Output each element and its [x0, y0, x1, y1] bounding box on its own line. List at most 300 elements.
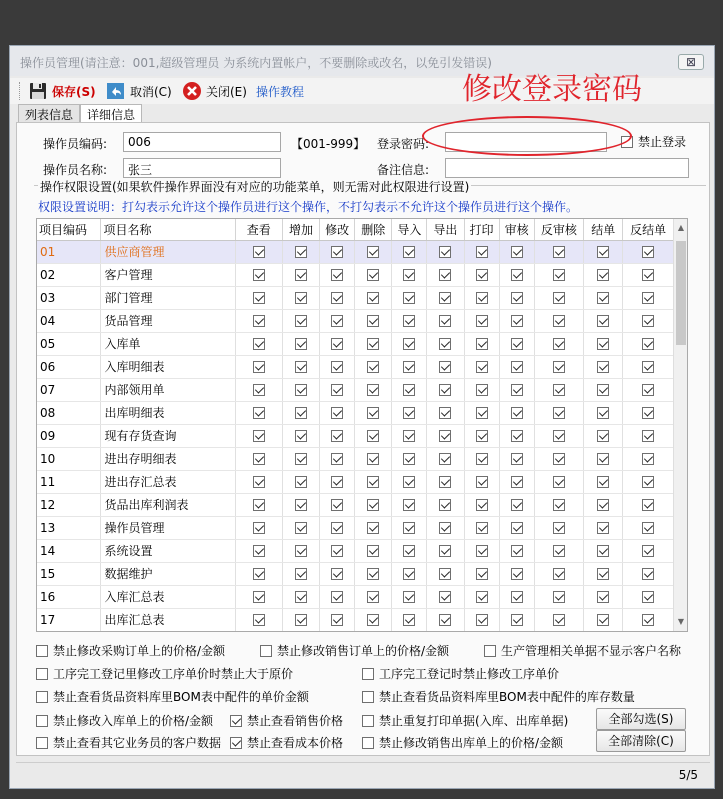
permission-checkbox[interactable]	[403, 407, 415, 419]
permission-cell	[427, 447, 464, 470]
permission-checkbox[interactable]	[642, 361, 654, 373]
permission-checkbox[interactable]	[253, 246, 265, 258]
permission-checkbox[interactable]	[439, 246, 451, 258]
permission-checkbox[interactable]	[331, 315, 343, 327]
permission-checkbox[interactable]	[331, 499, 343, 511]
permission-checkbox[interactable]	[642, 338, 654, 350]
permission-cell	[355, 401, 392, 424]
permission-checkbox[interactable]	[331, 269, 343, 281]
row-name: 客户管理	[101, 263, 235, 286]
permission-checkbox[interactable]	[511, 568, 523, 580]
permission-checkbox[interactable]	[367, 315, 379, 327]
permission-cell	[235, 309, 282, 332]
permission-checkbox[interactable]	[295, 476, 307, 488]
permission-checkbox[interactable]	[439, 453, 451, 465]
permission-checkbox[interactable]	[553, 476, 565, 488]
permission-checkbox[interactable]	[331, 545, 343, 557]
permission-checkbox[interactable]	[439, 476, 451, 488]
table-row[interactable]	[37, 286, 674, 309]
permission-checkbox[interactable]	[367, 476, 379, 488]
permission-checkbox[interactable]	[367, 269, 379, 281]
permission-checkbox[interactable]	[403, 453, 415, 465]
permission-checkbox[interactable]	[439, 384, 451, 396]
row-code: 16	[37, 585, 101, 608]
permission-checkbox[interactable]	[553, 407, 565, 419]
remark-field[interactable]	[445, 158, 689, 178]
permission-cell	[235, 516, 282, 539]
table-row[interactable]	[37, 470, 674, 493]
permission-checkbox[interactable]	[253, 591, 265, 603]
option-7-box	[362, 691, 374, 703]
permission-checkbox[interactable]	[331, 568, 343, 580]
permission-cell	[235, 447, 282, 470]
option-2[interactable]	[260, 642, 449, 659]
option-10[interactable]	[362, 712, 568, 729]
select-all-button[interactable]: 全部勾选(S)	[596, 708, 686, 730]
permission-checkbox[interactable]	[367, 361, 379, 373]
permission-checkbox[interactable]	[553, 545, 565, 557]
permission-checkbox[interactable]	[295, 591, 307, 603]
permission-checkbox[interactable]	[403, 384, 415, 396]
permission-checkbox[interactable]	[476, 430, 488, 442]
clear-all-button[interactable]: 全部清除(C)	[596, 730, 686, 752]
permission-checkbox[interactable]	[253, 568, 265, 580]
table-row[interactable]	[37, 263, 674, 286]
grid-header-cell: 项目名称	[101, 219, 235, 240]
permission-cell	[464, 309, 499, 332]
permission-checkbox[interactable]	[597, 522, 609, 534]
option-4-label: 工序完工登记里修改工序单价时禁止大于原价	[53, 667, 294, 681]
option-2-box	[260, 645, 272, 657]
permission-checkbox[interactable]	[439, 545, 451, 557]
permission-cell	[623, 585, 674, 608]
permission-cell	[464, 539, 499, 562]
permission-checkbox[interactable]	[511, 361, 523, 373]
permission-checkbox[interactable]	[253, 384, 265, 396]
table-row[interactable]	[37, 401, 674, 424]
permission-cell	[355, 516, 392, 539]
permission-checkbox[interactable]	[331, 614, 343, 626]
permission-checkbox[interactable]	[253, 476, 265, 488]
permission-checkbox[interactable]	[253, 315, 265, 327]
permission-checkbox[interactable]	[367, 568, 379, 580]
table-row[interactable]	[37, 332, 674, 355]
permission-checkbox[interactable]	[403, 246, 415, 258]
permission-checkbox[interactable]	[511, 269, 523, 281]
permission-cell	[584, 539, 623, 562]
permission-checkbox[interactable]	[642, 292, 654, 304]
permission-checkbox[interactable]	[553, 430, 565, 442]
permission-checkbox[interactable]	[331, 430, 343, 442]
save-label: 保存(S)	[52, 84, 96, 99]
permission-cell	[283, 355, 320, 378]
permission-cell	[392, 378, 427, 401]
permission-checkbox[interactable]	[476, 522, 488, 534]
permission-checkbox[interactable]	[253, 499, 265, 511]
option-9-box	[230, 715, 242, 727]
scroll-thumb[interactable]	[676, 241, 686, 345]
permission-checkbox[interactable]	[642, 407, 654, 419]
table-row[interactable]	[37, 447, 674, 470]
permission-checkbox[interactable]	[295, 338, 307, 350]
permission-checkbox[interactable]	[403, 315, 415, 327]
permission-checkbox[interactable]	[511, 614, 523, 626]
permission-checkbox[interactable]	[403, 430, 415, 442]
permission-checkbox[interactable]	[367, 453, 379, 465]
permission-checkbox[interactable]	[642, 545, 654, 557]
option-3[interactable]	[484, 642, 681, 659]
table-row[interactable]	[37, 585, 674, 608]
table-row[interactable]	[37, 378, 674, 401]
permission-checkbox[interactable]	[597, 384, 609, 396]
permission-cell	[464, 470, 499, 493]
permission-checkbox[interactable]	[511, 453, 523, 465]
permission-checkbox[interactable]	[511, 591, 523, 603]
permission-checkbox[interactable]	[295, 384, 307, 396]
permission-checkbox[interactable]	[403, 545, 415, 557]
permission-cell	[427, 240, 464, 263]
permission-checkbox[interactable]	[295, 545, 307, 557]
option-1[interactable]	[36, 642, 225, 659]
permission-checkbox[interactable]	[403, 499, 415, 511]
permission-checkbox[interactable]	[295, 269, 307, 281]
permission-checkbox[interactable]	[511, 545, 523, 557]
permission-cell	[235, 585, 282, 608]
permission-cell	[584, 424, 623, 447]
permission-cell	[584, 355, 623, 378]
permission-checkbox[interactable]	[331, 292, 343, 304]
permission-checkbox[interactable]	[367, 292, 379, 304]
save-button[interactable]	[28, 80, 96, 102]
floppy-disk-icon	[28, 81, 48, 101]
permission-checkbox[interactable]	[476, 568, 488, 580]
permission-cell	[427, 562, 464, 585]
table-row[interactable]	[37, 562, 674, 585]
permission-checkbox[interactable]	[597, 269, 609, 281]
permission-checkbox[interactable]	[511, 315, 523, 327]
option-2-label: 禁止修改销售订单上的价格/金额	[277, 644, 450, 658]
permission-cell	[499, 309, 534, 332]
permission-checkbox[interactable]	[642, 568, 654, 580]
permission-checkbox[interactable]	[295, 568, 307, 580]
permission-checkbox[interactable]	[597, 361, 609, 373]
permission-checkbox[interactable]	[511, 522, 523, 534]
table-row[interactable]	[37, 493, 674, 516]
cancel-button[interactable]	[106, 80, 172, 102]
permission-checkbox[interactable]	[403, 269, 415, 281]
permission-checkbox[interactable]	[367, 545, 379, 557]
name-field[interactable]: 张三	[123, 158, 281, 178]
option-8[interactable]	[36, 712, 213, 729]
permission-checkbox[interactable]	[439, 361, 451, 373]
permission-checkbox[interactable]	[642, 522, 654, 534]
permission-checkbox[interactable]	[253, 269, 265, 281]
permission-cell	[623, 401, 674, 424]
permission-cell	[584, 562, 623, 585]
permission-checkbox[interactable]	[439, 430, 451, 442]
permission-checkbox[interactable]	[553, 591, 565, 603]
permission-checkbox[interactable]	[553, 246, 565, 258]
scroll-up-icon[interactable]: ▲	[677, 223, 685, 232]
permission-checkbox[interactable]	[476, 315, 488, 327]
permission-checkbox[interactable]	[511, 292, 523, 304]
permission-checkbox[interactable]	[403, 522, 415, 534]
help-tutorial-link[interactable]	[256, 80, 304, 102]
row-code: 12	[37, 493, 101, 516]
permission-cell	[427, 401, 464, 424]
permission-checkbox[interactable]	[642, 246, 654, 258]
row-code: 10	[37, 447, 101, 470]
permission-checkbox[interactable]	[295, 315, 307, 327]
table-row[interactable]	[37, 539, 674, 562]
permission-checkbox[interactable]	[253, 522, 265, 534]
permission-checkbox[interactable]	[367, 407, 379, 419]
permission-checkbox[interactable]	[597, 591, 609, 603]
permission-checkbox[interactable]	[476, 361, 488, 373]
permission-checkbox[interactable]	[403, 614, 415, 626]
permission-checkbox[interactable]	[331, 384, 343, 396]
permission-cell	[534, 286, 584, 309]
table-row[interactable]	[37, 608, 674, 631]
permission-checkbox[interactable]	[295, 453, 307, 465]
permission-checkbox[interactable]	[331, 407, 343, 419]
permission-cell	[235, 608, 282, 631]
permission-checkbox[interactable]	[553, 384, 565, 396]
permission-checkbox[interactable]	[367, 430, 379, 442]
grid-header-cell: 项目编码	[37, 219, 101, 240]
permission-checkbox[interactable]	[597, 292, 609, 304]
permission-checkbox[interactable]	[403, 568, 415, 580]
permission-cell	[534, 401, 584, 424]
permission-cell	[235, 424, 282, 447]
option-12[interactable]	[230, 734, 343, 751]
permission-checkbox[interactable]	[476, 614, 488, 626]
option-7[interactable]	[362, 688, 635, 705]
permission-checkbox[interactable]	[476, 453, 488, 465]
permission-cell	[584, 447, 623, 470]
permission-cell	[464, 608, 499, 631]
option-6[interactable]	[36, 688, 309, 705]
code-field[interactable]: 006	[123, 132, 281, 152]
permission-checkbox[interactable]	[642, 591, 654, 603]
table-row[interactable]	[37, 309, 674, 332]
permission-cell	[320, 355, 355, 378]
permission-checkbox[interactable]	[476, 269, 488, 281]
permission-checkbox[interactable]	[253, 338, 265, 350]
permission-checkbox[interactable]	[597, 545, 609, 557]
permission-checkbox[interactable]	[642, 315, 654, 327]
permission-checkbox[interactable]	[253, 407, 265, 419]
permission-checkbox[interactable]	[597, 246, 609, 258]
permission-checkbox[interactable]	[367, 338, 379, 350]
permission-checkbox[interactable]	[439, 499, 451, 511]
permission-cell	[355, 447, 392, 470]
permission-checkbox[interactable]	[553, 361, 565, 373]
permission-checkbox[interactable]	[553, 614, 565, 626]
option-4[interactable]	[36, 665, 293, 682]
permission-cell	[392, 608, 427, 631]
help-label: 操作教程	[256, 84, 305, 99]
permission-checkbox[interactable]	[511, 338, 523, 350]
permission-cell	[235, 539, 282, 562]
permission-checkbox[interactable]	[367, 499, 379, 511]
permission-checkbox[interactable]	[597, 407, 609, 419]
permission-checkbox[interactable]	[367, 246, 379, 258]
permission-checkbox[interactable]	[642, 614, 654, 626]
permission-checkbox[interactable]	[367, 384, 379, 396]
permission-checkbox[interactable]	[331, 246, 343, 258]
window-close-button[interactable]: ⊠	[678, 54, 704, 70]
option-11-box	[36, 737, 48, 749]
permission-cell	[499, 355, 534, 378]
permission-checkbox[interactable]	[253, 361, 265, 373]
permission-checkbox[interactable]	[511, 476, 523, 488]
permission-checkbox[interactable]	[553, 522, 565, 534]
row-name: 内部领用单	[101, 378, 235, 401]
permission-cell	[320, 562, 355, 585]
option-11[interactable]	[36, 734, 221, 751]
scroll-down-icon[interactable]: ▼	[677, 617, 685, 626]
permission-checkbox[interactable]	[403, 361, 415, 373]
permission-checkbox[interactable]	[403, 591, 415, 603]
permission-checkbox[interactable]	[476, 292, 488, 304]
permission-checkbox[interactable]	[331, 361, 343, 373]
permission-checkbox[interactable]	[642, 430, 654, 442]
permission-cell	[320, 516, 355, 539]
permission-checkbox[interactable]	[295, 522, 307, 534]
row-code: 09	[37, 424, 101, 447]
permission-checkbox[interactable]	[253, 545, 265, 557]
permission-checkbox[interactable]	[253, 614, 265, 626]
permission-checkbox[interactable]	[253, 453, 265, 465]
permission-checkbox[interactable]	[439, 568, 451, 580]
permission-checkbox[interactable]	[597, 338, 609, 350]
permission-checkbox[interactable]	[553, 568, 565, 580]
permission-checkbox[interactable]	[331, 453, 343, 465]
permission-checkbox[interactable]	[476, 338, 488, 350]
grid-vertical-scrollbar[interactable]	[673, 219, 687, 631]
permission-checkbox[interactable]	[295, 361, 307, 373]
permission-checkbox[interactable]	[331, 591, 343, 603]
permission-checkbox[interactable]	[597, 499, 609, 511]
table-row[interactable]	[37, 240, 674, 263]
permission-checkbox[interactable]	[439, 292, 451, 304]
close-button[interactable]	[182, 80, 247, 102]
permission-cell	[320, 309, 355, 332]
permission-checkbox[interactable]	[476, 545, 488, 557]
permission-cell	[283, 332, 320, 355]
permission-checkbox[interactable]	[476, 246, 488, 258]
permission-checkbox[interactable]	[553, 338, 565, 350]
permission-checkbox[interactable]	[367, 522, 379, 534]
permission-cell	[283, 516, 320, 539]
permission-checkbox[interactable]	[597, 614, 609, 626]
permission-checkbox[interactable]	[403, 292, 415, 304]
permission-checkbox[interactable]	[553, 453, 565, 465]
permission-checkbox[interactable]	[476, 499, 488, 511]
permission-cell	[392, 401, 427, 424]
option-9[interactable]	[230, 712, 343, 729]
permission-checkbox[interactable]	[553, 499, 565, 511]
permission-checkbox[interactable]	[597, 568, 609, 580]
permission-cell	[392, 539, 427, 562]
table-row[interactable]	[37, 516, 674, 539]
permission-checkbox[interactable]	[511, 246, 523, 258]
permission-checkbox[interactable]	[295, 499, 307, 511]
option-7-label: 禁止查看货品资料库里BOM表中配件的库存数量	[379, 690, 635, 704]
permission-checkbox[interactable]	[295, 407, 307, 419]
permission-cell	[427, 286, 464, 309]
permission-checkbox[interactable]	[597, 430, 609, 442]
permission-checkbox[interactable]	[642, 453, 654, 465]
permission-checkbox[interactable]	[253, 430, 265, 442]
permission-checkbox[interactable]	[439, 338, 451, 350]
permission-checkbox[interactable]	[295, 246, 307, 258]
permission-checkbox[interactable]	[295, 430, 307, 442]
option-13-label: 禁止修改销售出库单上的价格/金额	[379, 736, 564, 750]
permission-cell	[464, 240, 499, 263]
permission-checkbox[interactable]	[295, 614, 307, 626]
permission-checkbox[interactable]	[439, 315, 451, 327]
permission-checkbox[interactable]	[553, 269, 565, 281]
permission-checkbox[interactable]	[367, 591, 379, 603]
permission-cell	[464, 516, 499, 539]
option-5[interactable]	[362, 665, 559, 682]
permission-checkbox[interactable]	[553, 315, 565, 327]
permission-checkbox[interactable]	[476, 384, 488, 396]
permission-checkbox[interactable]	[642, 269, 654, 281]
permission-cell	[584, 493, 623, 516]
permission-checkbox[interactable]	[367, 614, 379, 626]
permission-checkbox[interactable]	[642, 476, 654, 488]
permission-checkbox[interactable]	[511, 430, 523, 442]
permission-checkbox[interactable]	[331, 338, 343, 350]
permission-checkbox[interactable]	[597, 476, 609, 488]
permission-checkbox[interactable]	[439, 269, 451, 281]
table-row[interactable]	[37, 355, 674, 378]
permission-checkbox[interactable]	[331, 476, 343, 488]
permission-checkbox[interactable]	[439, 522, 451, 534]
permission-checkbox[interactable]	[511, 407, 523, 419]
permission-checkbox[interactable]	[642, 499, 654, 511]
tab-detail-info[interactable]: 详细信息	[80, 104, 142, 122]
permission-checkbox[interactable]	[642, 384, 654, 396]
permission-checkbox[interactable]	[476, 591, 488, 603]
permission-checkbox[interactable]	[403, 338, 415, 350]
permission-cell	[235, 263, 282, 286]
permission-checkbox[interactable]	[511, 384, 523, 396]
permission-checkbox[interactable]	[439, 591, 451, 603]
permission-checkbox[interactable]	[403, 476, 415, 488]
permission-cell	[534, 562, 584, 585]
permission-checkbox[interactable]	[476, 407, 488, 419]
permission-checkbox[interactable]	[253, 292, 265, 304]
permission-checkbox[interactable]	[597, 315, 609, 327]
permission-cell	[499, 263, 534, 286]
permission-checkbox[interactable]	[295, 292, 307, 304]
permission-checkbox[interactable]	[511, 499, 523, 511]
option-13[interactable]	[362, 734, 563, 751]
permission-checkbox[interactable]	[331, 522, 343, 534]
permission-checkbox[interactable]	[439, 407, 451, 419]
permission-checkbox[interactable]	[439, 614, 451, 626]
permission-checkbox[interactable]	[476, 476, 488, 488]
permission-checkbox[interactable]	[553, 292, 565, 304]
table-row[interactable]	[37, 424, 674, 447]
permission-checkbox[interactable]	[597, 453, 609, 465]
tab-list-info[interactable]: 列表信息	[18, 104, 80, 122]
option-6-box	[36, 691, 48, 703]
